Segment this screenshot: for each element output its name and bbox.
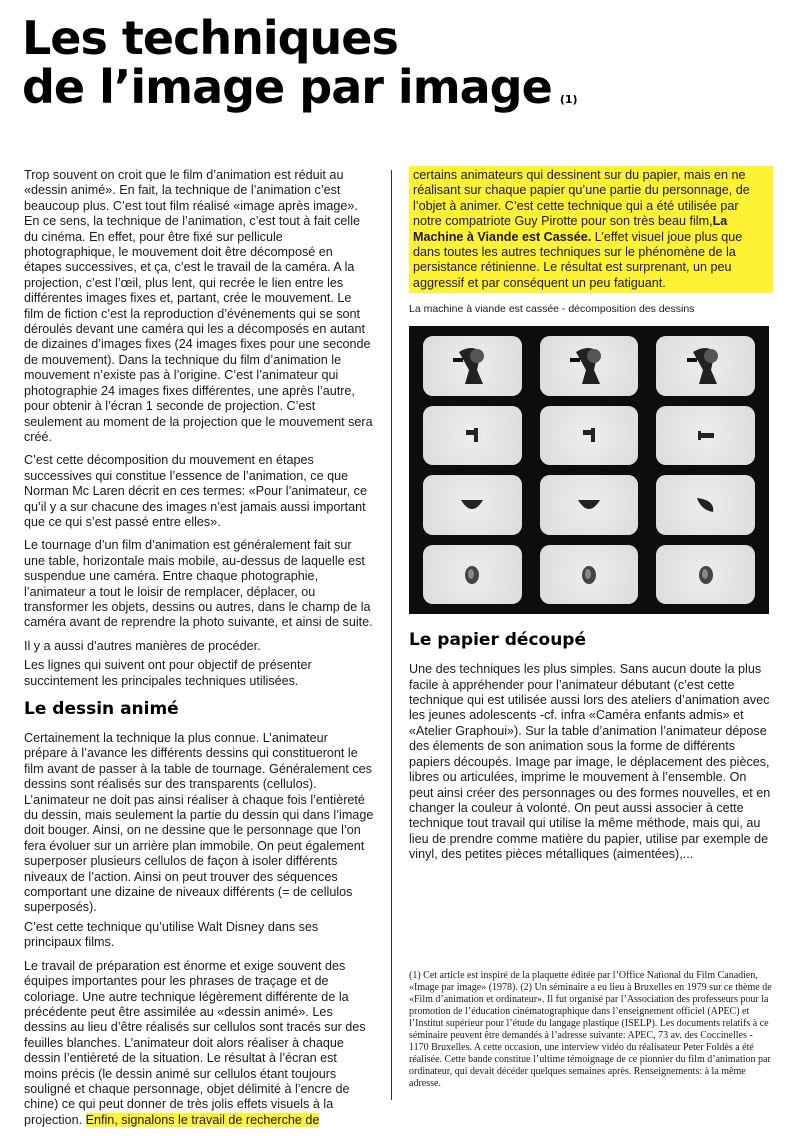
blob-piece-icon <box>696 564 716 586</box>
walt-disney-paragraph: C’est cette technique qu’utilise Walt Disney dans ses principaux films. <box>24 919 319 950</box>
page-title <box>22 11 662 124</box>
frame-8 <box>540 475 639 535</box>
bowl-piece-icon <box>459 496 485 514</box>
title-footnote-ref: (1) <box>559 93 578 106</box>
section-heading-dessin-anime: Le dessin animé <box>24 699 179 719</box>
frame-1 <box>423 336 522 396</box>
meat-grinder-icon <box>447 344 497 388</box>
title-line-2 <box>22 60 662 124</box>
preparation-paragraph <box>24 959 374 1128</box>
frame-11 <box>540 545 639 605</box>
frame-6 <box>656 406 755 466</box>
meat-grinder-icon <box>564 344 614 388</box>
dessin-anime-paragraph: Certainement la technique la plus connue. L’animateur prépare à l’avance les différents dessins qui constitueront le film avant de passer à la table de tournage. Généralement ces dessins sont réalisés sur des transparents (cellulos). L’animateur ne doit pas ainsi réaliser à chaque fois l’entièreté du dessin, mais seulement la partie du dessin qui dans l’image doit bouger. Ainsi, on ne dessine que le personnage que l’on fera évoluer sur un arrière plan immobile. On peut également superposer plusieurs cellulos de façon à isoler différents niveaux de l’action. Ainsi on peut trouver des séquences comportant une dizaine de niveaux différents (= de cellulos superposés). <box>24 731 374 915</box>
tournage-paragraph: Le tournage d’un film d’animation est généralement fait sur une table, horizontale mais mobile, au-dessus de laquelle est suspendue une caméra. Entre chaque photographie, l’animateur a tout le loisir de remplacer, déplacer, ou transformer les objets, dessins ou autres, dans le champ de la caméra avant de reprendre la photo suivante, et ainsi de suite. <box>24 538 373 630</box>
highlighted-block <box>409 166 773 293</box>
left-column <box>24 168 374 1136</box>
preparation-text: Le travail de préparation est énorme et exige souvent des équipes importantes pour les phrases de traçage et de coloriage. Une autre technique légèrement différente de la précédente peut être assimilée au «dessin animé». Les dessins au lieu d’être réalisés sur cellulos sont tracés sur des feuilles blanches. L’animateur doit alors réaliser à chaque dessin l’entièreté de la situation. Le résultat à l’écran est moins précis (le dessin animé sur cellulos étant toujours souligné et chaque personnage, objet délimité à l’encre de chine) ce qui peut donner de très jolis effets visuels à la projection. <box>24 958 366 1127</box>
bowl-piece-icon <box>693 496 719 514</box>
decomposition-paragraph: C’est cette décomposition du mouvement en étapes successives qui constitue l’essence de l’animation, ce que Norman Mc Laren décrit en ces termes: «Pour l’animateur, ce qu’il y a sur chacune des images n’est jamais aussi important que ce qui s’est passé entre elles». <box>24 453 367 529</box>
frame-4 <box>423 406 522 466</box>
blob-piece-icon <box>579 564 599 586</box>
frame-7 <box>423 475 522 535</box>
title-line-1: Les techniques <box>22 11 398 65</box>
frame-10 <box>423 545 522 605</box>
highlighted-text: Enfin, signalons le travail de recherche de <box>85 1112 320 1127</box>
crank-piece-icon <box>694 426 718 446</box>
crank-piece-icon <box>577 426 601 446</box>
crank-piece-icon <box>460 426 484 446</box>
frame-2 <box>540 336 639 396</box>
footnotes: (1) Cet article est inspiré de la plaquette éditée par l’Office National du Film Canadien, «Image par image» (1978). (2) Un séminaire a eu lieu à Bruxelles en 1979 sur ce thème de «Film d’animation et ordinateur». Il fut organisé par l’Association des professeurs pour la promotion de l’éducation cinématographique dans l’enseignement officiel (APEC) et l’Institut supérieur pour l’étude du langage plastique (ISELP). Les documents relatifs à ce séminaire peuvent être demandés à l’adresse suivante: APEC, 73 av. des Coccinelles - 1170 Bruxelles. A cette occasion, une interview vidéo du réalisateur Peter Foldès a été réalisée. Cette bande constitue l’ultime témoignage de ce pionnier du film d’animation par ordinateur, qui devait décéder quelques semaines après. Renseignements: à la même adresse. <box>409 970 772 1089</box>
frame-5 <box>540 406 639 466</box>
section-heading-papier-decoupe: Le papier découpé <box>409 630 587 651</box>
intro-paragraph: Trop souvent on croit que le film d’animation est réduit au «dessin animé». En fait, la technique de l’animation c’est beaucoup plus. C’est tout film réalisé «image après image». En ce sens, la technique de l’animation, c’est tout à fait celle du cinéma. En effet, pour être fixé sur pellicule photographique, le mouvement doit être décomposé en étapes successives, et ça, c’est le travail de la caméra. A la projection, c’est l’œil, plus lent, qui recrée le lien entre les différentes images fixes et, partant, crée le mouvement. Le film de fiction c’est la reproduction d’événements qui se sont déroulés devant une caméra qui les a décomposés en autant de dizaines d’images fixes (24 images fixes pour une seconde de mouvement). Dans la technique du film d’animation le mouvement n’existe pas à l’origine. C’est l’animateur qui photographie 24 images fixes différentes, une après l’autre, pour obtenir à l’écran 1 seconde de projection. C’est seulement au moment de la projection que le mouvement sera créé. <box>24 168 373 444</box>
film-title: La Machine à Viande est Cassée. <box>413 214 728 244</box>
bowl-piece-icon <box>576 496 602 514</box>
objective-paragraph: Les lignes qui suivent ont pour objectif de présenter succintement les principales techniques utilisées. <box>24 658 312 688</box>
highlighted-text-a: certains animateurs qui dessinent sur du papier, mais en ne réalisant sur chaque papier qu’une partie du personnage, de l’objet à animer. C’est cette technique qui a été utilisée par notre compatriote Guy Pirotte pour son très beau film, <box>413 168 750 229</box>
frame-12 <box>656 545 755 605</box>
title-line-2-text: de l’image par image <box>22 60 552 114</box>
column-divider <box>391 170 392 1100</box>
right-column <box>409 166 773 871</box>
frame-9 <box>656 475 755 535</box>
animation-frames-figure <box>409 326 769 614</box>
blob-piece-icon <box>462 564 482 586</box>
frame-3 <box>656 336 755 396</box>
figure-caption: La machine à viande est cassée - décomposition des dessins <box>409 303 695 316</box>
other-methods-paragraph: Il y a aussi d’autres manières de procéder. <box>24 638 261 653</box>
meat-grinder-icon <box>681 344 731 388</box>
papier-decoupe-paragraph: Une des techniques les plus simples. Sans aucun doute la plus facile à appréhender pour l’animateur débutant (c’est cette technique qui est utilisée aussi lors des ateliers d’animation avec les jeunes adolescents -cf. infra «Caméra enfants admis» et «Atelier Graphoui»). Sur la table d’animation l’animateur dépose des élements de son animation sous la forme de différents papiers découpés. Image par image, le déplacement des pièces, libres ou articulées, imprime le mouvement à l’ensemble. On peut ainsi créer des personnages ou des formes nouvelles, et en changer la couleur à volonté. On peut aussi associer à cette technique tout travail qui utilise la même méthode, mais qui, au lieu de prendre comme matière du papier, utilise par exemple de vinyl, des petites pièces métalliques (aimentées),... <box>409 662 771 862</box>
highlighted-text-b: L’effet visuel joue plus que dans toutes les autres techniques sur le phénomène de la persistance rétinienne. Le résultat est surprenant, un peu aggressif et par conséquent un peu fatiguant. <box>413 229 743 290</box>
